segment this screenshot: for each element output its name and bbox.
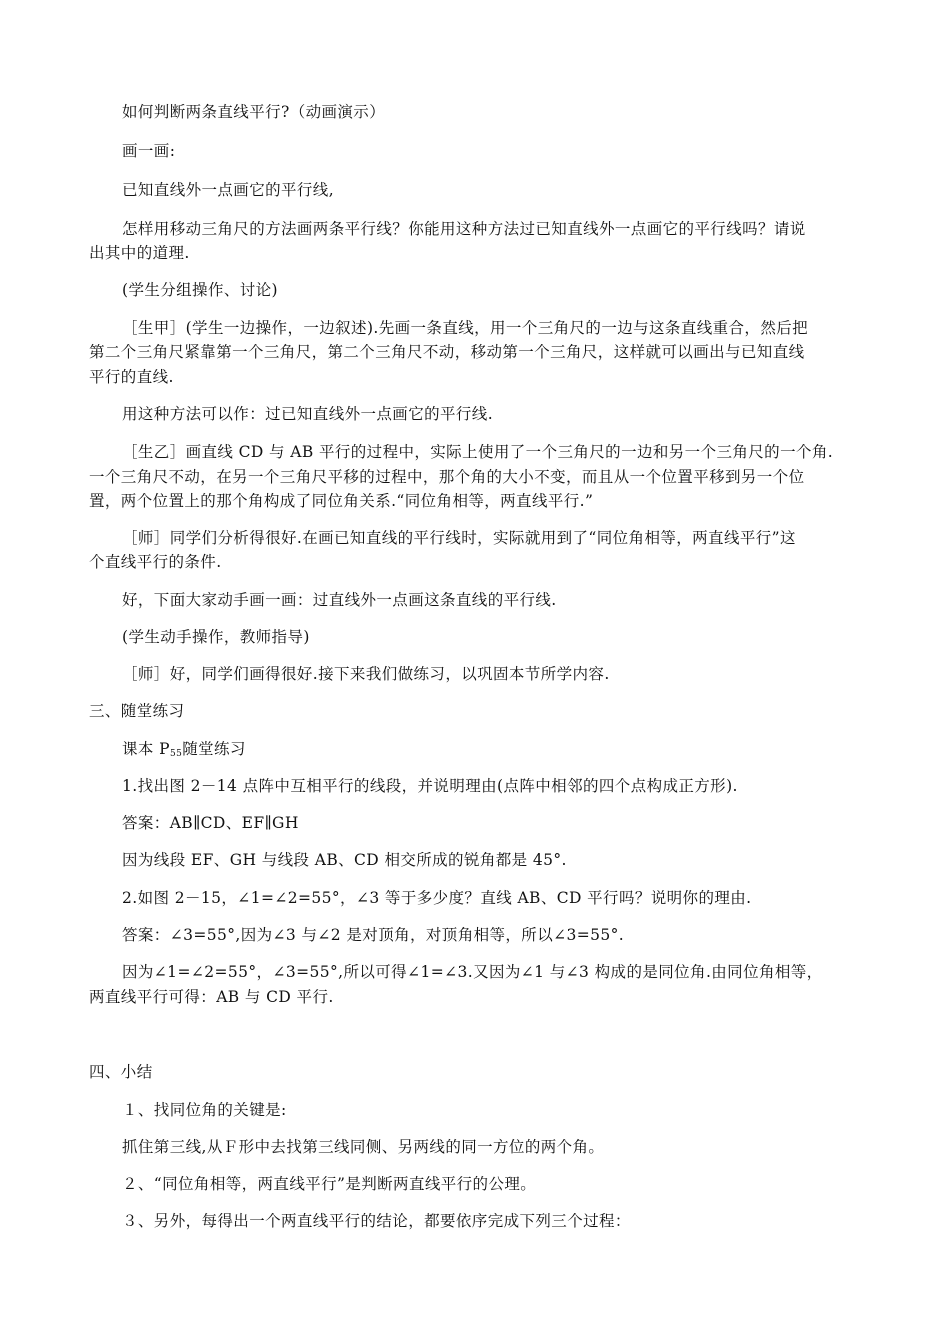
paragraph: 已知直线外一点画它的平行线, xyxy=(122,181,335,199)
paragraph: １、找同位角的关键是: xyxy=(122,1101,287,1119)
paragraph: 答案：∠3=55°,因为∠3 与∠2 是对顶角，对顶角相等，所以∠3=55°. xyxy=(122,926,625,944)
paragraph-line: ［生乙］画直线 CD 与 AB 平行的过程中，实际上使用了一个三角尺的一边和另一个三角尺的一个角. xyxy=(122,443,834,461)
paragraph: 画一画: xyxy=(122,142,176,160)
paragraph: 用这种方法可以作：过已知直线外一点画它的平行线. xyxy=(122,405,494,423)
paragraph: 答案：AB∥CD、EF∥GH xyxy=(122,814,299,832)
paragraph-text: 课本 P xyxy=(122,740,170,758)
paragraph-line: 怎样用移动三角尺的方法画两条平行线？你能用这种方法过已知直线外一点画它的平行线吗？请说 xyxy=(122,220,806,238)
paragraph: (学生分组操作、讨论) xyxy=(122,281,278,299)
paragraph: 因为线段 EF、GH 与线段 AB、CD 相交所成的锐角都是 45°. xyxy=(122,851,567,869)
section-heading: 四、小结 xyxy=(89,1063,153,1081)
paragraph: (学生动手操作，教师指导) xyxy=(122,628,310,646)
section-heading: 三、随堂练习 xyxy=(89,702,185,720)
paragraph: 1.找出图 2－14 点阵中互相平行的线段，并说明理由(点阵中相邻的四个点构成正方形). xyxy=(122,777,738,795)
paragraph: ［师］好，同学们画得很好.接下来我们做练习，以巩固本节所学内容. xyxy=(122,665,610,683)
paragraph-line: ［生甲］(学生一边操作，一边叙述).先画一条直线，用一个三角尺的一边与这条直线重合，然后把 xyxy=(122,319,809,337)
paragraph: 2.如图 2－15，∠1=∠2=55°，∠3 等于多少度？直线 AB、CD 平行吗？说明你的理由. xyxy=(122,889,752,907)
paragraph-line: 第二个三角尺紧靠第一个三角尺，第二个三角尺不动，移动第一个三角尺，这样就可以画出与已知直线 xyxy=(89,343,805,361)
paragraph: ２、“同位角相等，两直线平行”是判断两直线平行的公理。 xyxy=(122,1175,537,1193)
page-subscript: 55 xyxy=(169,749,183,759)
paragraph-line: 两直线平行可得：AB 与 CD 平行. xyxy=(89,988,334,1006)
paragraph-line: ［师］同学们分析得很好.在画已知直线的平行线时，实际就用到了“同位角相等，两直线平行”这 xyxy=(122,529,796,547)
paragraph: 如何判断两条直线平行?（动画演示） xyxy=(122,103,386,121)
paragraph-line: 置，两个位置上的那个角构成了同位角关系.“同位角相等，两直线平行.” xyxy=(89,492,594,510)
paragraph-line: 因为∠1=∠2=55°，∠3=55°,所以可得∠1=∠3.又因为∠1 与∠3 构成的是同位角.由同位角相等， xyxy=(122,963,823,981)
paragraph: 抓住第三线,从Ｆ形中去找第三线同侧、另两线的同一方位的两个角。 xyxy=(122,1138,605,1156)
paragraph-text: 随堂练习 xyxy=(182,740,246,758)
paragraph-line: 平行的直线. xyxy=(89,368,174,386)
paragraph: ３、另外，每得出一个两直线平行的结论，都要依序完成下列三个过程： xyxy=(122,1212,631,1230)
paragraph-line: 一个三角尺不动，在另一个三角尺平移的过程中，那个角的大小不变，而且从一个位置平移到另一个位 xyxy=(89,468,805,486)
paragraph xyxy=(122,734,246,770)
paragraph-line: 出其中的道理. xyxy=(89,244,190,262)
paragraph-line: 个直线平行的条件. xyxy=(89,553,222,571)
paragraph: 好，下面大家动手画一画：过直线外一点画这条直线的平行线. xyxy=(122,591,557,609)
